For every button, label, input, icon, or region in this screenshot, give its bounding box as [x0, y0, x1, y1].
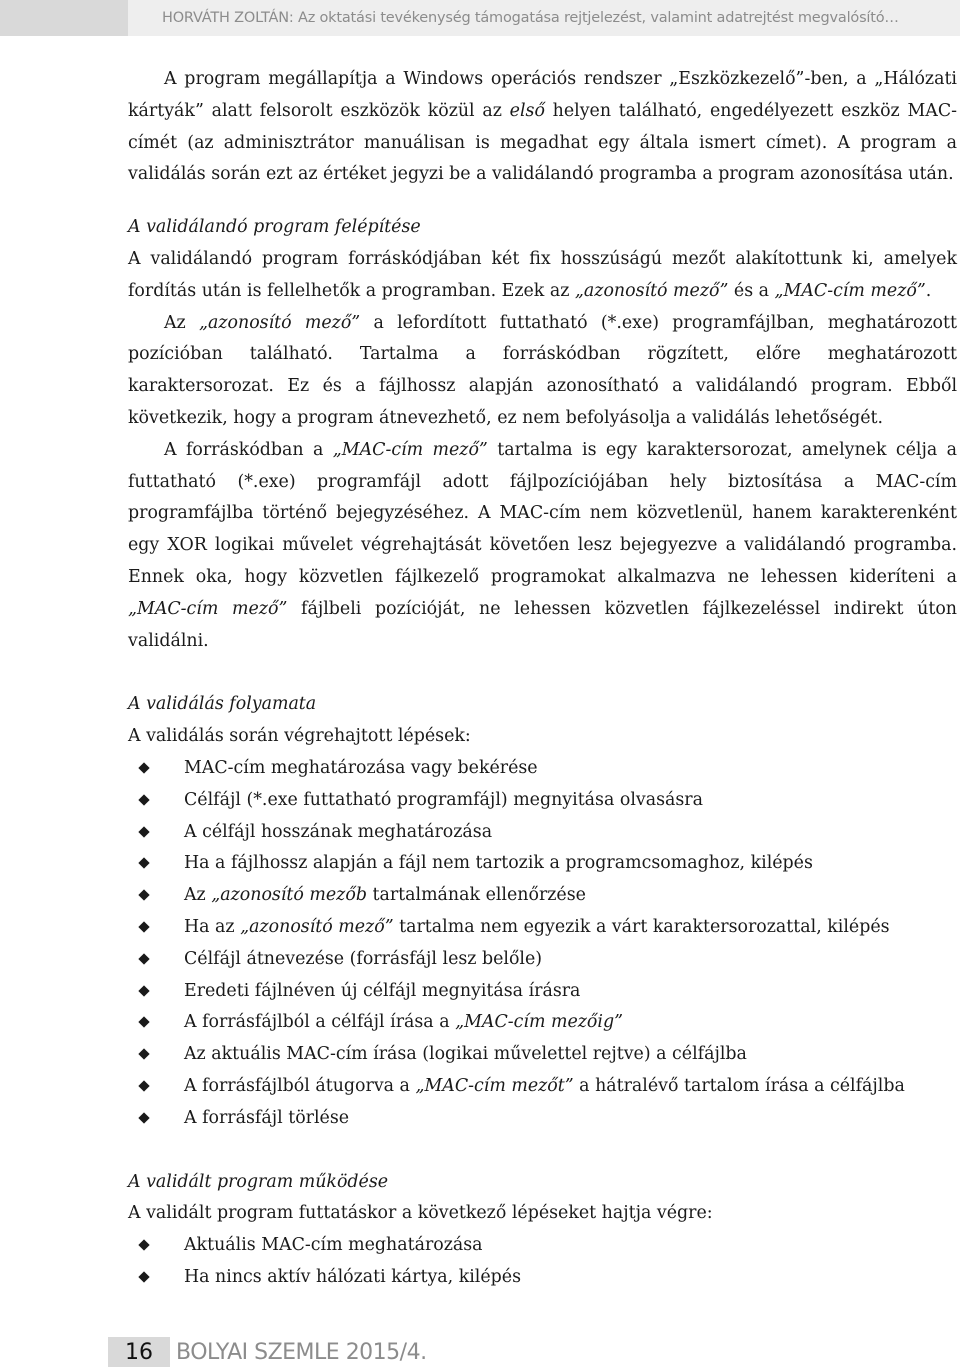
list-item-emphasis: „MAC-cím mezőt”	[415, 1075, 574, 1096]
structure-paragraph-3	[128, 435, 957, 658]
structure-paragraph-2	[128, 308, 957, 435]
validation-steps-list	[128, 753, 957, 1135]
intro-paragraph	[128, 64, 957, 191]
structure-p2-text-a: Az	[164, 312, 199, 333]
diamond-bullet-icon	[138, 762, 149, 773]
diamond-bullet-icon	[138, 794, 149, 805]
structure-p2-em: „azonosító mező”	[199, 312, 361, 333]
list-item	[128, 753, 957, 785]
structure-p3-text-a: A forráskódban a	[164, 439, 333, 460]
list-item-text: tartalma nem egyezik a várt karaktersorozattal, kilépés	[393, 916, 890, 937]
diamond-bullet-icon	[138, 1112, 149, 1123]
structure-p3-text-b: tartalma is egy karaktersorozat, amelynek célja a futtatható (*.exe) programfájl adott fájlpozíciójában hely biztosítása a MAC-cím programfájlba történő bejegyzéséhez. A MAC-cím nem közvetlenül, hanem karakterenként egy XOR logikai művelet végrehajtását követően lesz bejegyezve a validálandó programba. Ennek oka, hogy közvetlen fájlkezelő programokat alkalmazva ne lehessen kideríteni a	[128, 439, 957, 587]
page-footer	[0, 1337, 960, 1367]
list-item-text: tartalmának ellenőrzése	[366, 885, 586, 906]
list-item-emphasis: „azonosító mező”	[240, 916, 394, 937]
list-item-text: MAC-cím meghatározása vagy bekérése	[184, 757, 538, 778]
header-right-block	[128, 0, 960, 36]
list-item	[128, 912, 957, 944]
list-item	[128, 944, 957, 976]
structure-p1-em-2: „MAC-cím mező”	[774, 280, 926, 301]
operation-steps-list	[128, 1230, 957, 1294]
list-item	[128, 1262, 957, 1294]
list-item	[128, 1103, 957, 1135]
diamond-bullet-icon	[138, 889, 149, 900]
diamond-bullet-icon	[138, 1017, 149, 1028]
list-item-text: Ha a fájlhossz alapján a fájl nem tartozik a programcsomaghoz, kilépés	[184, 853, 813, 874]
list-item-emphasis: „azonosító mezőb	[211, 885, 367, 906]
intro-text-b: helyen található, engedélyezett eszköz MAC-címét (az adminisztrátor manuálisan is megadhat egy általa ismert címet). A program a validálás során ezt az értéket jegyzi be a validálandó programba a program azonosítása után.	[128, 100, 958, 185]
structure-paragraph-1	[128, 244, 957, 308]
diamond-bullet-icon	[138, 858, 149, 869]
list-item	[128, 1071, 957, 1103]
validation-intro: A validálás során végrehajtott lépések:	[128, 726, 471, 747]
section-heading-validation: A validálás folyamata	[128, 694, 317, 715]
list-item-text: Eredeti fájlnéven új célfájl megnyitása írásra	[184, 980, 581, 1001]
structure-p1-em-1: „azonosító mező”	[574, 280, 729, 301]
running-header	[0, 0, 960, 36]
structure-p3-text-c: fájlbeli pozícióját, ne lehessen közvetlen fájlkezeléssel indirekt úton validálni.	[128, 598, 957, 651]
list-item-text: A forrásfájlból átugorva a	[184, 1075, 416, 1096]
list-item-text: Ha nincs aktív hálózati kártya, kilépés	[184, 1266, 521, 1287]
intro-emphasis: első	[509, 100, 545, 121]
section-heading-structure: A validálandó program felépítése	[128, 217, 421, 238]
journal-name: BOLYAI SZEMLE 2015/4.	[176, 1339, 427, 1365]
list-item-text: A célfájl hosszának meghatározása	[184, 821, 493, 842]
list-item-text: a hátralévő tartalom írása a célfájlba	[573, 1075, 905, 1096]
diamond-bullet-icon	[138, 1239, 149, 1250]
list-item	[128, 848, 957, 880]
diamond-bullet-icon	[138, 953, 149, 964]
structure-p3-em-1: „MAC-cím mező”	[332, 439, 488, 460]
diamond-bullet-icon	[138, 921, 149, 932]
list-item-text: Célfájl átnevezése (forrásfájl lesz belőle)	[184, 948, 543, 969]
header-left-block	[0, 0, 128, 36]
structure-p2-text-b: a lefordított futtatható (*.exe) programfájlban, meghatározott pozícióban található. Tartalma a forráskódban rögzített, előre meghatározott karaktersorozat. Ez és a fájlhossz alapján azonosítható a validálandó program. Ebből következik, hogy a program átnevezhető, ez nem befolyásolja a validálás lehetőségét.	[128, 312, 957, 428]
diamond-bullet-icon	[138, 1080, 149, 1091]
list-item-text: Célfájl (*.exe futtatható programfájl) megnyitása olvasásra	[184, 789, 703, 810]
article-body	[128, 64, 957, 1294]
diamond-bullet-icon	[138, 1048, 149, 1059]
list-item	[128, 1230, 957, 1262]
structure-p1-text-c: .	[925, 280, 932, 301]
list-item-emphasis: „MAC-cím mezőig”	[455, 1012, 623, 1033]
structure-p3-em-2: „MAC-cím mező”	[128, 598, 288, 619]
list-item	[128, 1007, 957, 1039]
list-item	[128, 880, 957, 912]
section-heading-operation: A validált program működése	[128, 1171, 389, 1192]
intro-text-a: A program megállapítja a Windows operációs rendszer „Eszközkezelő”-ben, a „Hálózati kártyák” alatt felsorolt eszközök közül az	[128, 69, 957, 121]
diamond-bullet-icon	[138, 826, 149, 837]
list-item-text: Az	[184, 885, 212, 906]
running-title: HORVÁTH ZOLTÁN: Az oktatási tevékenység támogatása rejtjelezést, valamint adatrejtést megvalósító…	[162, 10, 899, 26]
list-item-text: A forrásfájl törlése	[184, 1107, 350, 1128]
structure-p1-text-a: A validálandó program forráskódjában két fix hosszúságú mezőt alakítottunk ki, amelyek fordítás után is fellelhetők a programban. Ezek az	[128, 248, 957, 301]
page-number: 16	[108, 1337, 170, 1367]
structure-p1-text-b: és a	[728, 280, 775, 301]
list-item	[128, 976, 957, 1008]
diamond-bullet-icon	[138, 985, 149, 996]
list-item-text: Az aktuális MAC-cím írása (logikai művelettel rejtve) a célfájlba	[184, 1044, 747, 1065]
list-item	[128, 1039, 957, 1071]
operation-intro: A validált program futtatáskor a következő lépéseket hajtja végre:	[128, 1203, 713, 1224]
list-item	[128, 785, 957, 817]
list-item	[128, 817, 957, 849]
list-item-text: Ha az	[184, 916, 241, 937]
list-item-text: A forrásfájlból a célfájl írása a	[184, 1012, 456, 1033]
list-item-text: Aktuális MAC-cím meghatározása	[184, 1235, 483, 1256]
diamond-bullet-icon	[138, 1271, 149, 1282]
